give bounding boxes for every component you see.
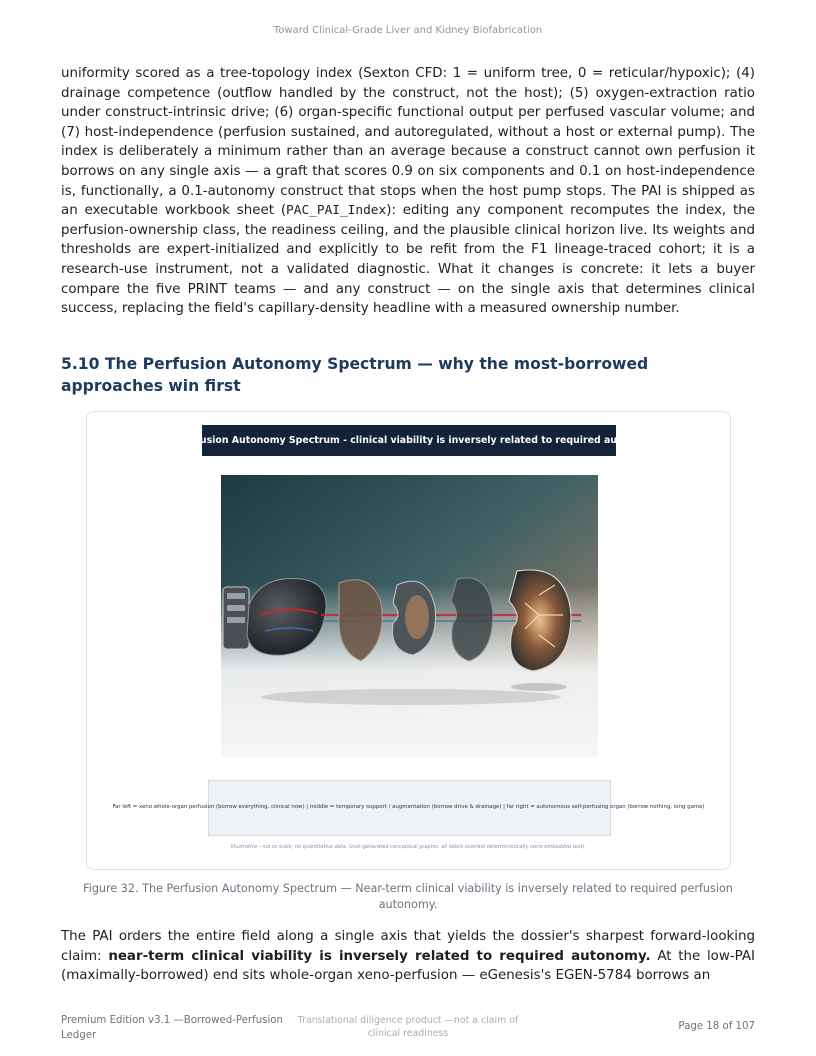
figure-caption: Figure 32. The Perfusion Autonomy Spectrum — Near-term clinical viability is inversely related to required perfusion autonomy.: [83, 882, 733, 911]
paragraph-text: ): editing any component recomputes the index, the perfusion-ownership class, the readiness ceiling, and the plausible clinical horizon live. Its weights and thresholds are expert-initialized and explicitly to be refit from the F1 lineage-traced cohort; it is a research-use instrument, not a validated diagnostic. What it changes is concrete: it lets a buyer compare the five PRINT teams — and any construct — on the single axis that determines clinical success, replacing the field's capillary-density headline with a measured ownership number.: [61, 203, 755, 317]
body-paragraph: [61, 64, 755, 319]
footer-disclaimer: Translational diligence product —not a claim of clinical readiness: [297, 1015, 519, 1039]
figure-disclaimer: Illustrative - not to scale; no quantitative data. Grok-generated conceptual graphic, all labels overlaid deterministically (zero embedded text).: [230, 844, 587, 850]
section-heading: 5.10 The Perfusion Autonomy Spectrum — why the most-borrowed approaches win first: [61, 355, 649, 395]
figure-banner-title: Perfusion Autonomy Spectrum - clinical viability is inversely related to required autonomy: [202, 425, 616, 456]
page-number: Page 18 of 107: [678, 1021, 755, 1032]
organ-spectrum-illustration: [221, 475, 598, 757]
paragraph-text: The PAI orders the entire field along a single axis that yields the dossier's sharpest forward-looking claim:: [61, 929, 755, 964]
key-claim: near-term clinical viability is inversely related to required autonomy.: [108, 948, 651, 964]
figure-legend: Far left = xeno whole-organ perfusion (borrow everything, clinical now) | middle = temporary support / augmentation (borrow drive & drainage) | far right = autonomous self-perfusing organ (borrow nothing, long game): [112, 804, 705, 810]
paragraph-text: At the low-PAI (maximally-borrowed) end sits whole-organ xeno-perfusion — eGenesis's EGEN-5784 borrows an: [61, 948, 755, 984]
inline-code: PAC_PAI_Index: [286, 203, 387, 219]
paragraph-text: uniformity scored as a tree-topology index (Sexton CFD: 1 = uniform tree, 0 = reticular/hypoxic); (4) drainage competence (outflow handled by the construct, not the host); (5) oxygen-extraction ratio under construct-intrinsic drive; (6) organ-specific functional output per perfused vascular volume; and (7) host-independence (perfusion sustained, and autoregulated, without a host or external pump). The index is deliberately a minimum rather than an average because a construct cannot own perfusion it borrows on any single axis — a graft that scores 0.9 on six components and 0.1 on host-independence is, functionally, a 0.1-autonomy construct that stops when the host pump stops. The PAI is shipped as an executable workbook sheet (: [61, 66, 755, 219]
figure-card: [86, 411, 731, 870]
running-header: Toward Clinical-Grade Liver and Kidney Biofabrication: [273, 25, 543, 36]
footer-edition: Premium Edition v3.1 —Borrowed-Perfusion Ledger: [61, 1015, 283, 1041]
body-paragraph: [61, 927, 755, 986]
